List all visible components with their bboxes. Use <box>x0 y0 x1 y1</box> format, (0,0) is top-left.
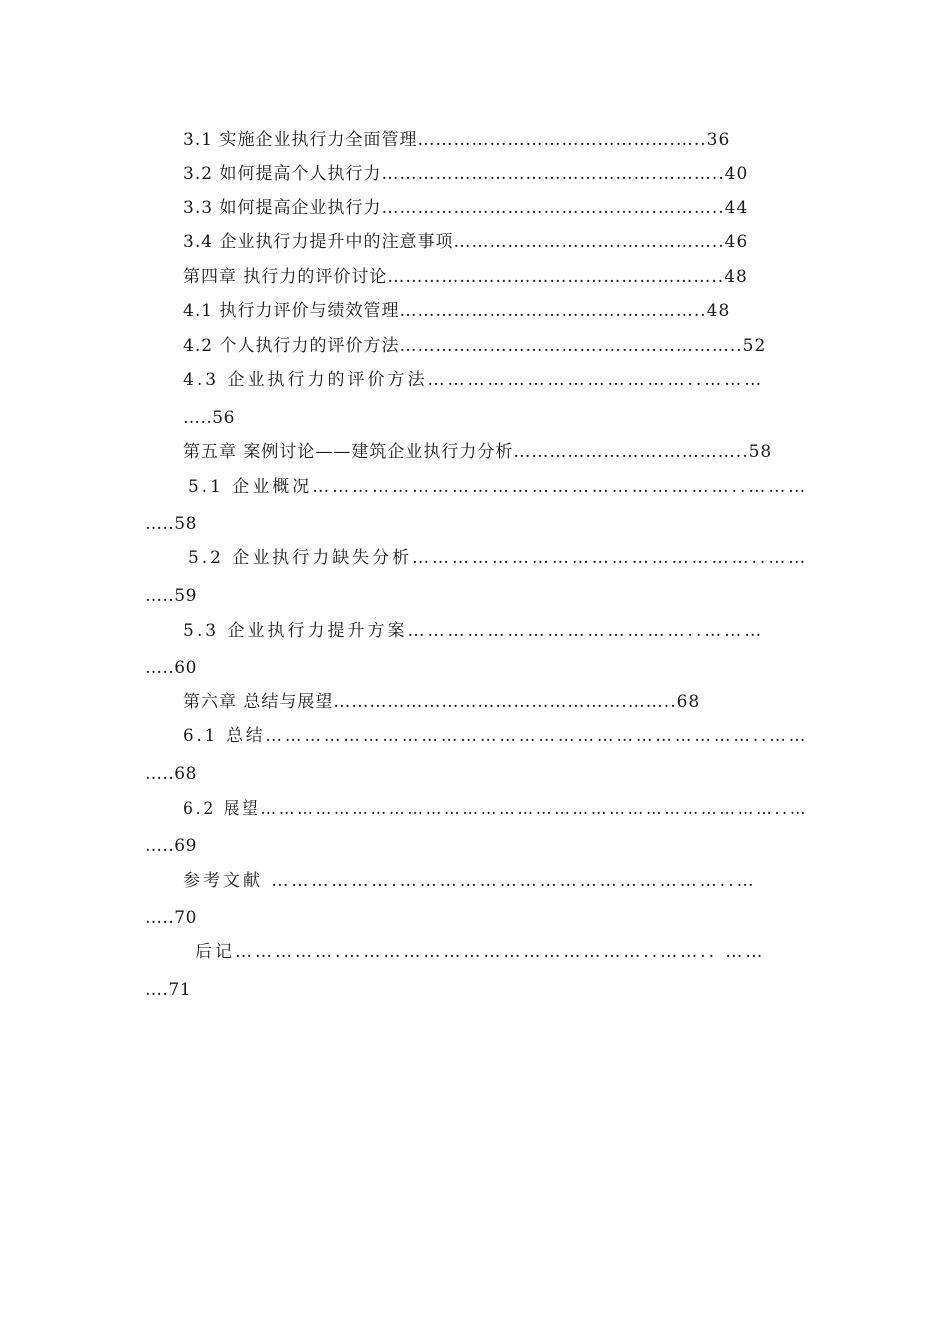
toc-entry-references-page[interactable]: …..70 <box>145 908 197 928</box>
toc-entry-4-1[interactable]: 4.1 执行力评价与绩效管理……………………………….…………..48 <box>183 301 731 321</box>
toc-entry-6-2[interactable]: 6.2 展望…………………………………………………………………………..… <box>183 799 809 819</box>
toc-entry-4-2[interactable]: 4.2 个人执行力的评价方法…………………………….…………………..52 <box>183 336 767 356</box>
toc-entry-3-2[interactable]: 3.2 如何提高个人执行力……………………………………….………..40 <box>183 164 749 184</box>
toc-entry-5-2[interactable]: 5.2 企业执行力缺失分析……………………………………………..…… <box>188 548 809 568</box>
toc-entry-6-1[interactable]: 6.1 总结…………………………………………………………………..…… <box>183 726 809 746</box>
toc-entry-5-3-page[interactable]: …..60 <box>145 658 197 678</box>
toc-entry-5-1-page[interactable]: …..58 <box>145 514 197 534</box>
toc-entry-3-1[interactable]: 3.1 实施企业执行力全面管理…………………………………….…..36 <box>183 130 731 150</box>
toc-entry-5-2-page[interactable]: …..59 <box>145 586 197 606</box>
toc-entry-5-3[interactable]: 5.3 企业执行力提升方案……………………………………..……… <box>183 621 765 641</box>
toc-entry-6-2-page[interactable]: …..69 <box>145 836 197 856</box>
toc-entry-chapter-6[interactable]: 第六章 总结与展望………………………………………….……..68 <box>183 692 701 712</box>
toc-entry-references[interactable]: 参考文献 ……………….…………………………………………..… <box>183 871 757 891</box>
toc-entry-3-3[interactable]: 3.3 如何提高企业执行力……………………………………….………..44 <box>183 198 749 218</box>
toc-entry-4-3-page[interactable]: …..56 <box>183 408 235 428</box>
toc-entry-5-1[interactable]: 5.1 企业概况………………………………………………………..……… <box>188 477 809 497</box>
toc-entry-6-1-page[interactable]: …..68 <box>145 764 197 784</box>
toc-entry-3-4[interactable]: 3.4 企业执行力提升中的注意事项……………………….……………..46 <box>183 232 749 252</box>
toc-entry-4-3[interactable]: 4.3 企业执行力的评价方法…………………………………..……… <box>183 370 765 390</box>
toc-entry-postscript-page[interactable]: ….71 <box>145 980 192 1000</box>
toc-entry-postscript[interactable]: 后记…………….………………………………………..…….. …… <box>195 942 766 962</box>
toc-entry-chapter-5[interactable]: 第五章 案例讨论——建筑企业执行力分析…………………….…………..58 <box>183 442 773 462</box>
toc-entry-chapter-4[interactable]: 第四章 执行力的评价讨论………………………………………………..48 <box>183 267 748 287</box>
